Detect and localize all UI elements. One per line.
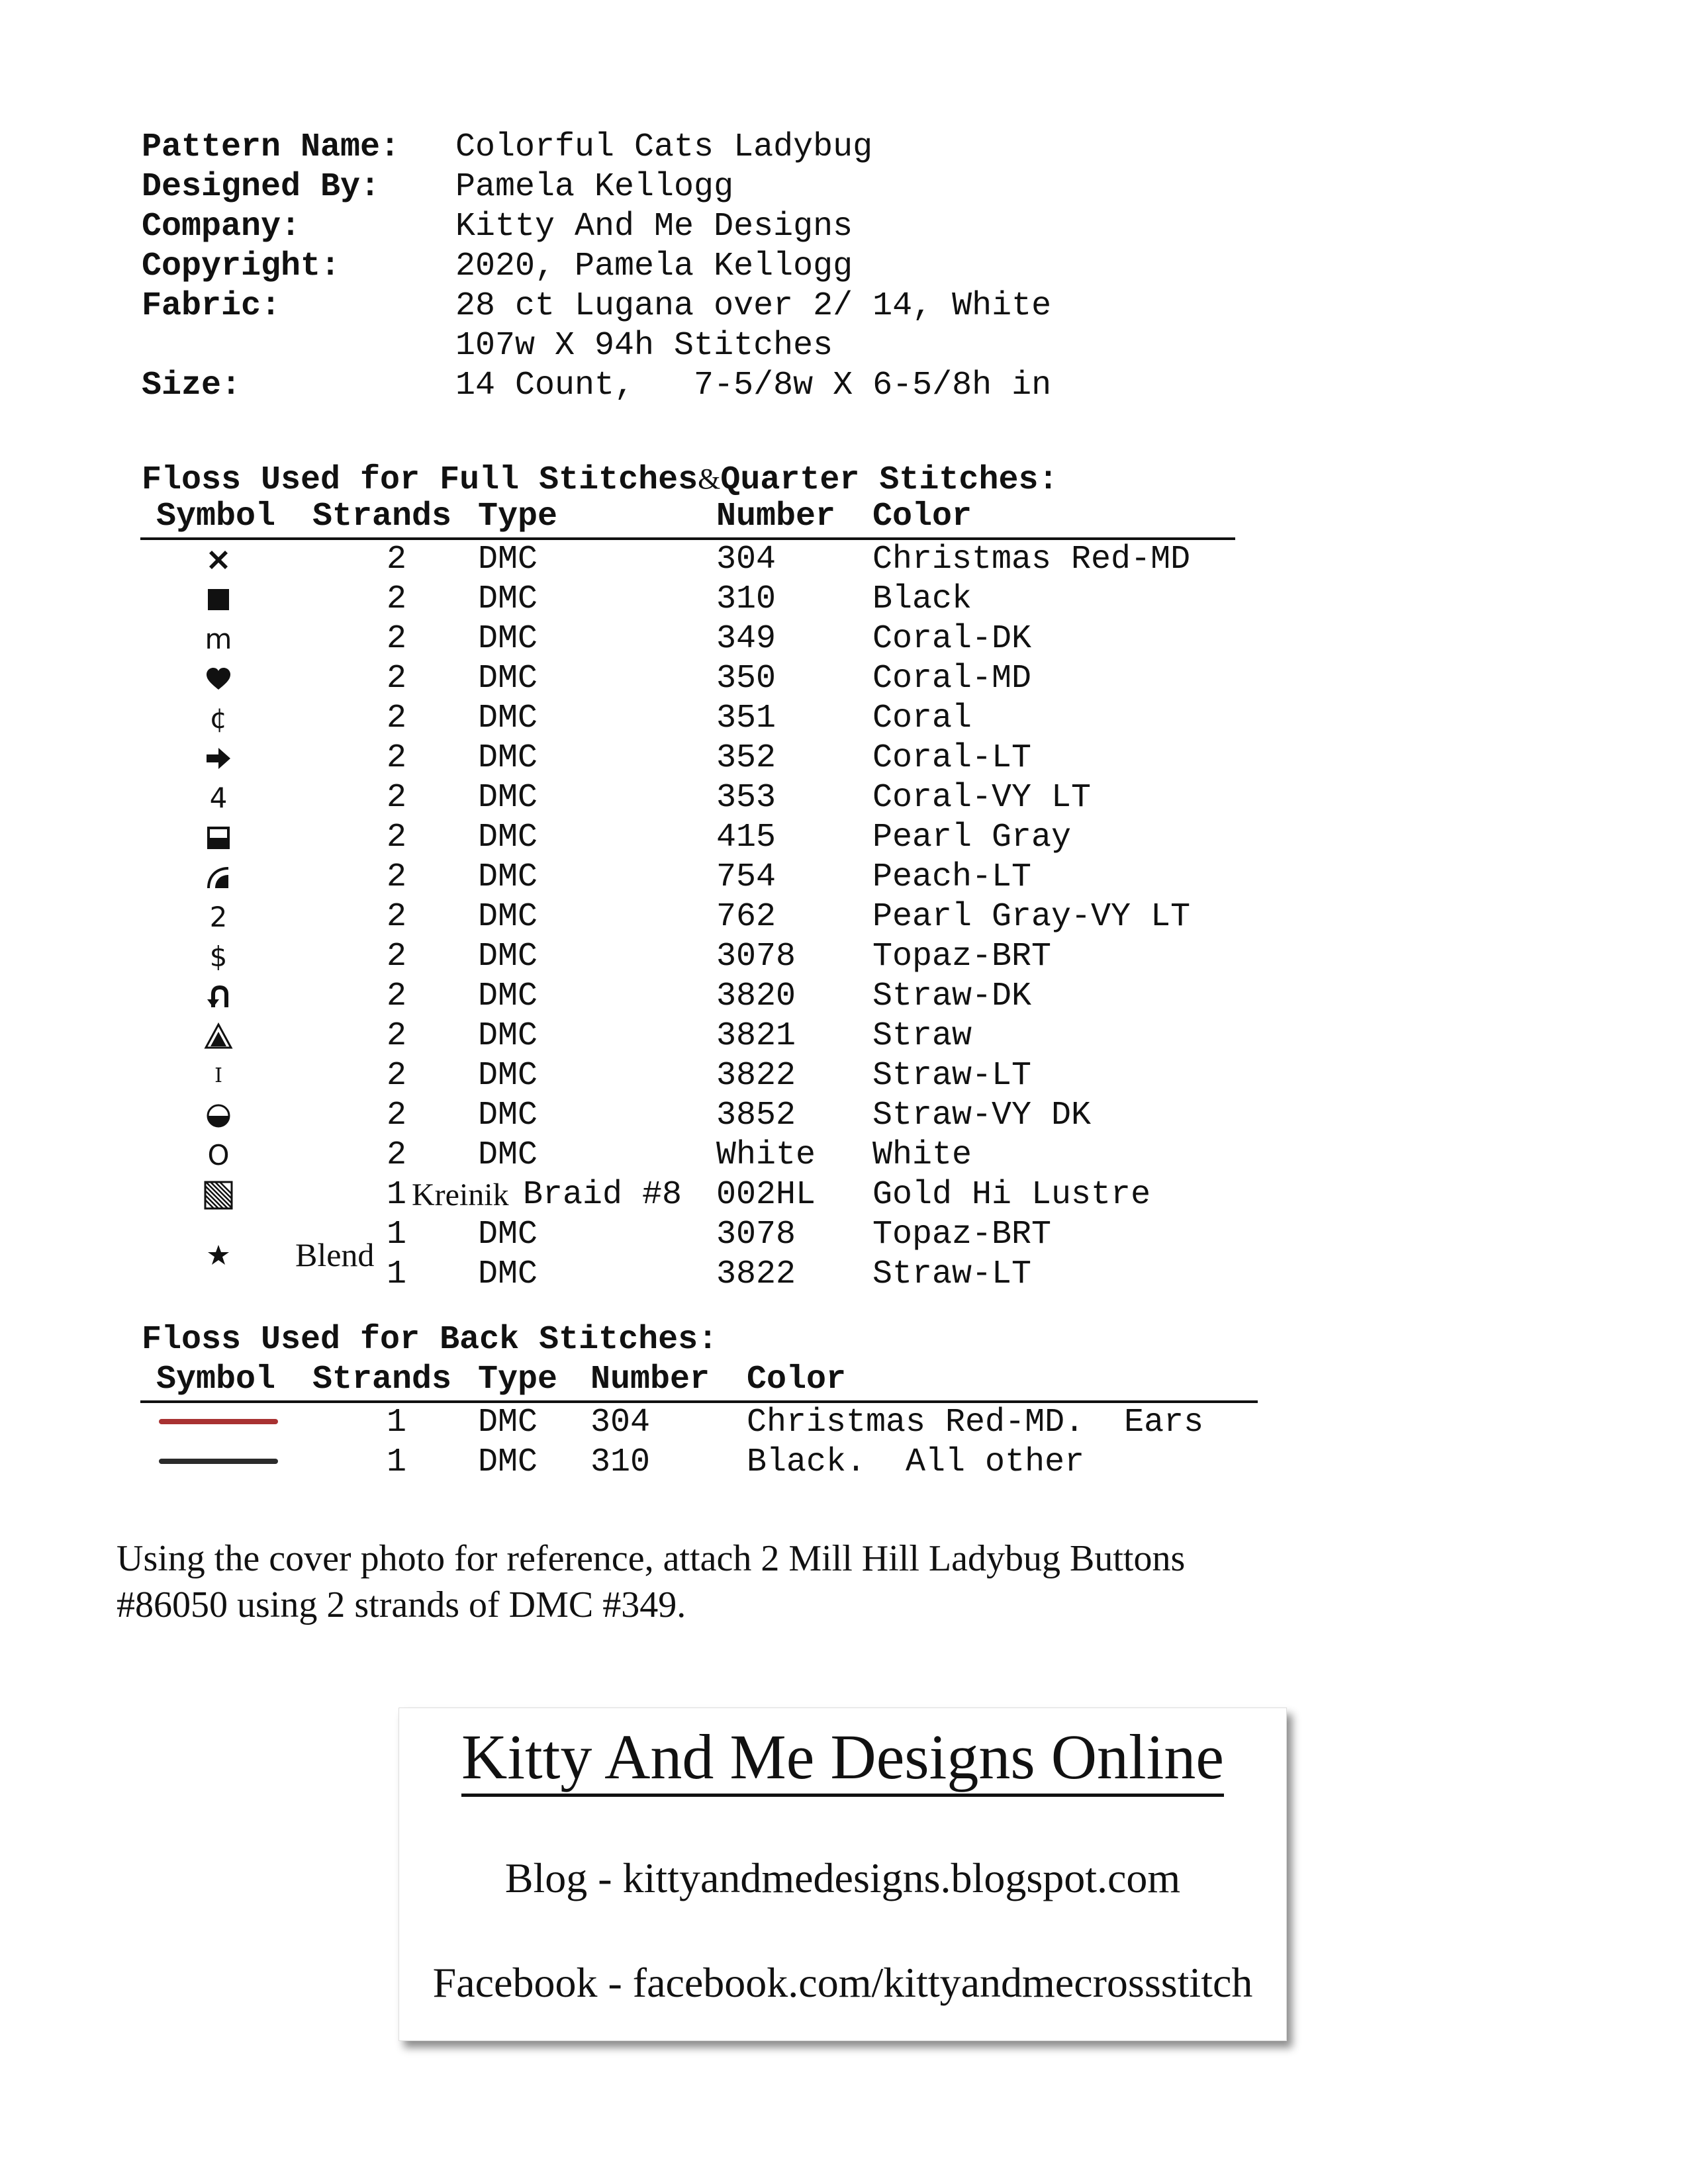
row-color: Black (872, 580, 972, 618)
heart-icon (199, 659, 238, 699)
back-row-strands: 1 (387, 1443, 407, 1481)
back-stitches-title: Floss Used for Back Stitches: (142, 1321, 718, 1359)
back-col-type: Type (478, 1361, 558, 1398)
blend-row-color: Straw-LT (872, 1255, 1032, 1293)
filled-square-icon (199, 580, 238, 619)
row-color: Coral-DK (872, 620, 1032, 658)
hatched-square-icon (199, 1175, 238, 1215)
online-info-box (399, 1707, 1287, 2041)
triangle-icon (199, 1017, 238, 1056)
full-stitches-title-b: Quarter Stitches: (720, 461, 1058, 499)
row-strands: 2 (387, 779, 407, 817)
fabric-label: Fabric: (142, 287, 281, 325)
blend-row-type: DMC (478, 1255, 538, 1293)
blend-row-number: 3822 (716, 1255, 796, 1293)
row-number: 3852 (716, 1097, 796, 1134)
row-strands: 2 (387, 739, 407, 777)
online-box-title-text: Kitty And Me Designs Online (461, 1721, 1224, 1797)
row-color: Christmas Red-MD (872, 541, 1191, 578)
back-col-symbol: Symbol (156, 1361, 276, 1398)
company-label: Company: (142, 208, 301, 246)
row-strands: 1 (387, 1176, 407, 1214)
row-number: 3821 (716, 1017, 796, 1055)
facebook-link[interactable]: Facebook - facebook.com/kittyandmecrossstitch (432, 1959, 1253, 2006)
x-mark-icon (199, 540, 238, 580)
pattern-name-label: Pattern Name: (142, 128, 400, 166)
row-type: DMC (478, 660, 538, 698)
row-strands: 2 (387, 1057, 407, 1095)
row-number: 352 (716, 739, 776, 777)
row-color: White (872, 1136, 972, 1174)
black-backstitch-line-icon (159, 1459, 278, 1464)
symbol-4: 4 (209, 782, 228, 814)
row-type: DMC (478, 898, 538, 936)
row-color: Topaz-BRT (872, 938, 1052, 976)
row-strands: 2 (387, 819, 407, 856)
row-number: 002HL (716, 1176, 816, 1214)
row-type: DMC (478, 858, 538, 896)
row-number: 304 (716, 541, 776, 578)
star-icon (199, 1235, 238, 1275)
col-symbol: Symbol (156, 498, 276, 535)
button-note-line-2: #86050 using 2 strands of DMC #349. (117, 1584, 686, 1625)
row-strands: 2 (387, 700, 407, 737)
row-type: DMC (478, 1136, 538, 1174)
stitch-count: 107w X 94h Stitches (455, 327, 833, 365)
row-strands: 2 (387, 858, 407, 896)
row-color: Coral-VY LT (872, 779, 1092, 817)
back-row-number: 304 (590, 1404, 651, 1441)
row-strands: 2 (387, 541, 407, 578)
row-strands: 2 (387, 978, 407, 1015)
col-number: Number (716, 498, 836, 535)
row-strands: 2 (387, 580, 407, 618)
back-col-strands: Strands (312, 1361, 452, 1398)
row-number: 351 (716, 700, 776, 737)
row-type: DMC (478, 1057, 538, 1095)
row-type: DMC (478, 938, 538, 976)
blend-row-strands: 1 (387, 1255, 407, 1293)
designed-by: Pamela Kellogg (455, 168, 734, 206)
row-number: White (716, 1136, 816, 1174)
right-arrow-icon (199, 739, 238, 778)
blend-row-type: DMC (478, 1216, 538, 1253)
blog-link[interactable]: Blog - kittyandmedesigns.blogspot.com (504, 1854, 1181, 1901)
row-type-detail: Braid #8 (523, 1176, 682, 1214)
pattern-name: Colorful Cats Ladybug (455, 128, 873, 166)
half-filled-square-icon (199, 818, 238, 858)
symbol-dollar: $ (209, 940, 228, 973)
back-row-color: Christmas Red-MD. Ears (747, 1404, 1204, 1441)
copyright: 2020, Pamela Kellogg (455, 248, 853, 285)
row-color: Coral (872, 700, 972, 737)
back-row-type: DMC (478, 1404, 538, 1441)
size-label: Size: (142, 367, 242, 404)
row-type: DMC (478, 739, 538, 777)
u-turn-arrow-icon (199, 977, 238, 1017)
row-type: DMC (478, 620, 538, 658)
row-number: 3078 (716, 938, 796, 976)
row-number: 3822 (716, 1057, 796, 1095)
row-number: 415 (716, 819, 776, 856)
half-filled-circle-icon (199, 1096, 238, 1136)
symbol-o: O (207, 1139, 230, 1171)
back-row-type: DMC (478, 1443, 538, 1481)
full-stitches-title-amp: & (698, 463, 721, 495)
blend-label: Blend (295, 1236, 375, 1273)
row-type: DMC (478, 978, 538, 1015)
row-color: Gold Hi Lustre (872, 1176, 1151, 1214)
quarter-arc-icon (199, 858, 238, 897)
row-number: 350 (716, 660, 776, 698)
row-color: Coral-MD (872, 660, 1032, 698)
row-number: 353 (716, 779, 776, 817)
row-type: DMC (478, 700, 538, 737)
row-color: Straw-LT (872, 1057, 1032, 1095)
back-row-color: Black. All other (747, 1443, 1085, 1481)
blend-row-strands: 1 (387, 1216, 407, 1253)
col-color: Color (872, 498, 972, 535)
row-type: DMC (478, 779, 538, 817)
row-strands: 2 (387, 1017, 407, 1055)
row-type: DMC (478, 541, 538, 578)
row-number: 3820 (716, 978, 796, 1015)
row-type: DMC (478, 1017, 538, 1055)
blend-row-number: 3078 (716, 1216, 796, 1253)
fabric: 28 ct Lugana over 2/ 14, White (455, 287, 1052, 325)
row-number: 762 (716, 898, 776, 936)
row-number: 754 (716, 858, 776, 896)
row-type: DMC (478, 580, 538, 618)
row-color: Peach-LT (872, 858, 1032, 896)
copyright-label: Copyright: (142, 248, 341, 285)
row-strands: 2 (387, 660, 407, 698)
online-box-title (399, 1720, 1286, 1794)
symbol-i-beam: I (214, 1064, 222, 1087)
row-strands: 2 (387, 1136, 407, 1174)
row-color: Coral-LT (872, 739, 1032, 777)
symbol-cent: ¢ (209, 702, 228, 735)
row-strands: 2 (387, 898, 407, 936)
blend-row-color: Topaz-BRT (872, 1216, 1052, 1253)
back-row-number: 310 (590, 1443, 651, 1481)
row-color: Pearl Gray-VY LT (872, 898, 1191, 936)
row-strands: 2 (387, 620, 407, 658)
row-color: Straw (872, 1017, 972, 1055)
row-color: Straw-VY DK (872, 1097, 1092, 1134)
back-col-number: Number (590, 1361, 710, 1398)
row-strands: 2 (387, 938, 407, 976)
back-col-color: Color (747, 1361, 847, 1398)
col-strands: Strands (312, 498, 452, 535)
red-backstitch-line-icon (159, 1419, 278, 1424)
row-type: DMC (478, 819, 538, 856)
company: Kitty And Me Designs (455, 208, 853, 246)
row-number: 310 (716, 580, 776, 618)
row-color: Pearl Gray (872, 819, 1072, 856)
full-stitches-title-a: Floss Used for Full Stitches (142, 461, 698, 499)
row-type: DMC (478, 1097, 538, 1134)
symbol-2: 2 (209, 901, 228, 933)
col-type: Type (478, 498, 558, 535)
size: 14 Count, 7-5/8w X 6-5/8h in (455, 367, 1052, 404)
button-note-line-1: Using the cover photo for reference, attach 2 Mill Hill Ladybug Buttons (117, 1538, 1186, 1579)
row-type-brand: Kreinik (412, 1177, 509, 1212)
row-number: 349 (716, 620, 776, 658)
back-row-strands: 1 (387, 1404, 407, 1441)
row-strands: 2 (387, 1097, 407, 1134)
designed-by-label: Designed By: (142, 168, 381, 206)
row-color: Straw-DK (872, 978, 1032, 1015)
symbol-m: m (205, 623, 232, 655)
full-stitches-title (142, 458, 1058, 499)
